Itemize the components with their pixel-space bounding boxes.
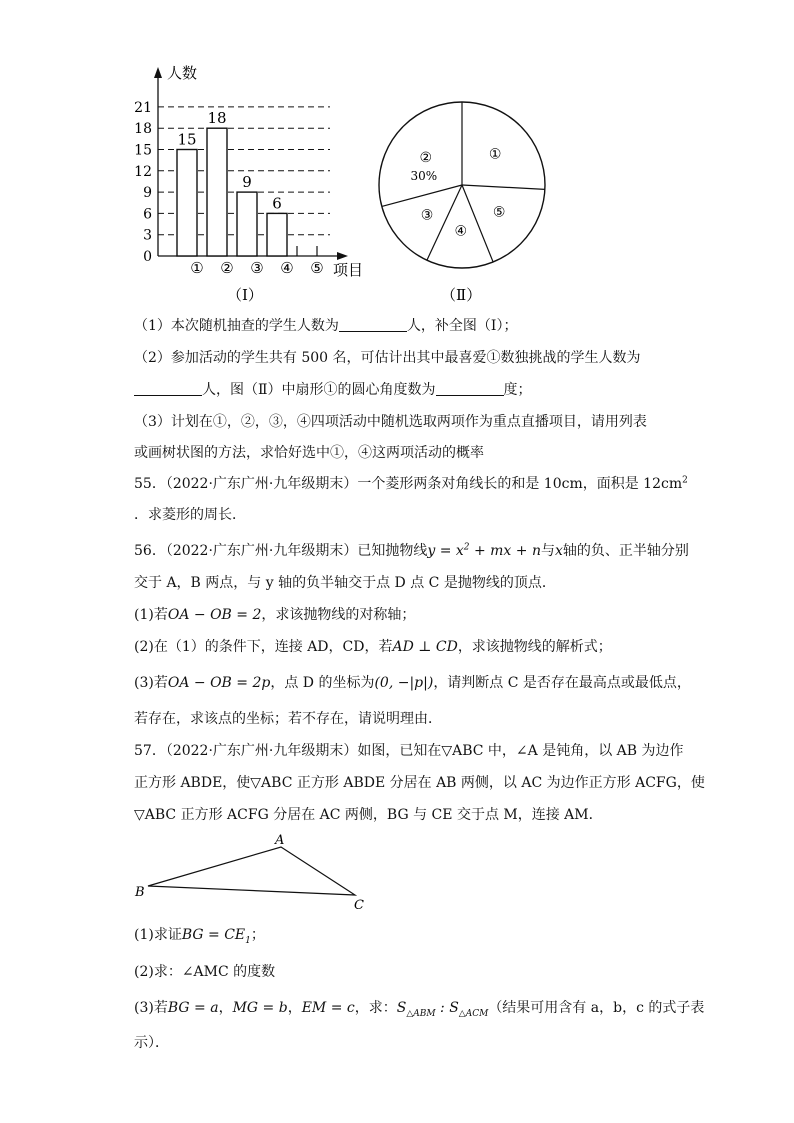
math-expression: BG = $CE_1$ [181, 927, 251, 946]
y-tick-label: 15 [134, 142, 152, 159]
math-expression: AD ⊥ CD [392, 639, 458, 655]
bar [237, 192, 257, 256]
bar-data-label: 9 [242, 173, 252, 192]
bar-data-label: 18 [207, 109, 227, 128]
y-tick-label: 18 [134, 121, 152, 138]
answer-blank[interactable] [134, 381, 202, 396]
math-expression: $S_{\triangle ABM}$ : $S_{\triangle ACM}$ [396, 1000, 489, 1019]
bar [177, 150, 197, 257]
math-expression: OA − OB = 2 [167, 607, 262, 623]
x-tick-label: ① [190, 259, 204, 277]
q57-part1: (1)求证BG = $CE_1$； [134, 927, 265, 946]
y-tick-label: 12 [134, 163, 152, 180]
q56-text-cont: 交于 A，B 两点，与 y 轴的负半轴交于点 D 点 C 是抛物线的顶点． [134, 575, 556, 591]
q57-part2: (2)求：∠AMC 的度数 [134, 964, 276, 980]
pie-slice-label: ⑤ [492, 204, 506, 221]
x-tick-label: ⑤ [310, 259, 324, 277]
x-tick-label: ③ [250, 259, 264, 277]
bar [207, 128, 227, 256]
q57-text-cont1: 正方形 ABDE，使▽ABC 正方形 ABDE 分居在 AB 两侧，以 AC 为边作正方形 ACFG，使 [134, 775, 705, 791]
q57-text-cont2: ▽ABC 正方形 ACFG 分居在 AC 两侧，BG 与 CE 交于点 M，连接 AM． [134, 807, 603, 823]
math-expression: OA − OB = 2p [167, 675, 271, 691]
triangle-abc [148, 847, 355, 895]
pie-chart-caption: （Ⅱ） [441, 286, 482, 304]
math-expression: BG = a [167, 1000, 219, 1016]
x-tick-label: ④ [280, 259, 294, 277]
q54-part3-cont: 或画树状图的方法，求恰好选中①，④这两项活动的概率 [134, 445, 484, 461]
q57-part3-cont: 示）． [134, 1035, 169, 1051]
y-tick-label: 0 [143, 249, 152, 265]
answer-blank[interactable] [339, 317, 407, 332]
pie-slice-label: ② [419, 150, 433, 167]
vertex-label-a: A [275, 833, 285, 848]
vertex-label-c: C [354, 898, 364, 913]
y-tick-label: 21 [134, 99, 152, 116]
pie-slice-label: ① [488, 146, 502, 163]
q57-part3: (3)若BG = a，MG = b，EM = c，求：$S_{\triangle ABM}$ : $S_{\triangle ACM}$（结果可用含有 a，b，c 的式子表 [134, 1000, 705, 1019]
q56-text: 56．（2022·广东广州·九年级期末）已知抛物线$y = x^2$ + mx + n与x轴的负、正半轴分别 [134, 542, 689, 559]
y-axis-arrow [154, 67, 162, 78]
bar-chart-ylabel: 人数 [167, 64, 198, 82]
pie-slice-label: ③ [420, 207, 434, 224]
q57-text: 57．（2022·广东广州·九年级期末）如图，已知在▽ABC 中，∠A 是钝角，以 AB 为边作 [134, 743, 684, 759]
q55-text: 55．（2022·广东广州·九年级期末）一个菱形两条对角线长的和是 10cm，面积是 $12cm^2$ [134, 475, 688, 492]
q54-part2: （2）参加活动的学生共有 500 名，可估计出其中最喜爱①数独挑战的学生人数为 [134, 350, 641, 366]
bar-data-label: 15 [177, 130, 197, 149]
math-expression: $y = x^2$ + mx + n [427, 542, 541, 559]
bar [267, 213, 287, 256]
q56-part3: (3)若OA − OB = 2p，点 D 的坐标为(0, −|p|)，请判断点 C 是否存在最高点或最低点， [134, 675, 691, 691]
pie-slice-label: ④ [454, 223, 468, 240]
q54-part3: （3）计划在①，②，③，④四项活动中随机选取两项作为重点直播项目，请用列表 [134, 414, 647, 430]
bar-data-label: 6 [272, 194, 282, 213]
x-tick-label: ② [220, 259, 234, 277]
bar-chart-caption: （Ⅰ） [227, 286, 263, 304]
q54-part1: （1）本次随机抽查的学生人数为 人，补全图（Ⅰ）； [134, 318, 518, 334]
y-tick-label: 9 [143, 185, 152, 202]
q54-part2-cont: 人，图（Ⅱ）中扇形①的圆心角度数为 度； [134, 380, 532, 400]
q56-part2: (2)在（1）的条件下，连接 AD，CD，若AD ⊥ CD，求该抛物线的解析式； [134, 639, 612, 655]
math-expression: EM = c [301, 1000, 355, 1016]
bar-chart-xlabel: 项目 [333, 261, 364, 279]
answer-blank[interactable] [436, 381, 504, 396]
pie-percent-label: 30% [410, 169, 438, 184]
q56-part3-cont: 若存在，求该点的坐标；若不存在，请说明理由． [134, 711, 442, 727]
q55-text-cont: ．求菱形的周长． [134, 507, 246, 523]
vertex-label-b: B [135, 885, 145, 900]
pie-chart [375, 98, 555, 308]
bar-chart [130, 58, 370, 308]
x-axis-arrow [337, 252, 348, 260]
q56-part1: (1)若OA − OB = 2，求该抛物线的对称轴； [134, 607, 416, 623]
math-expression: (0, −|p|) [374, 675, 434, 691]
math-expression: MG = b [232, 1000, 288, 1016]
y-tick-label: 6 [143, 206, 152, 223]
triangle-figure [130, 830, 380, 915]
y-tick-label: 3 [143, 227, 152, 244]
